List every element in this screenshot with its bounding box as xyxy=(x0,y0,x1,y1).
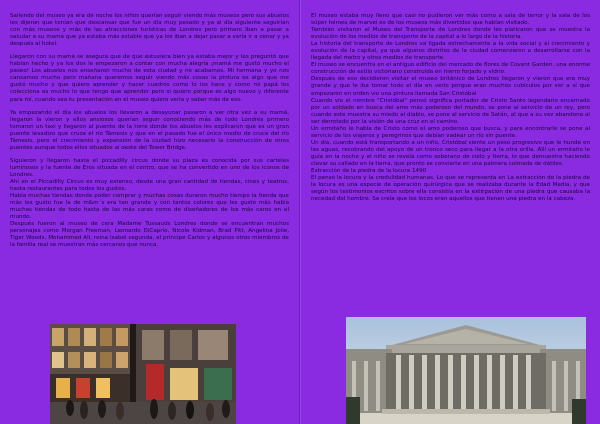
paragraph: El museo estaba muy lleno que casi no pudieron ver más como a sala de terror y la sala de los súper héroes de marvel es de los museos más divertidos que habían visitado. xyxy=(311,13,590,27)
paragraph: Llegaron con su mamá se asegura que de que estuviera bien ya estaba mejor y les preguntó que habían hecho y ya los dos le empezaron a contar con mucha alegría ¡mamá me gustó mucho el paseo! Los abuelos nos enseñaron mucho de esta ciudad y no acabamos. Mi hermana y yo nos cansamos mucho pero mañana queremos seguir viendo más cosas la pintura es algo que me gustó mucho y que quiero aprender y hacer cuadros como lo los hace y como mi papá los colecciona es mucho lo que tengo que aprender pero si quiero porque es algo nuevo y diferente para mí, cuando sea tu presentación en el museo quiero verla y saber más de eso. xyxy=(10,54,289,103)
paragraph: El pensó la locura y la credulidad humanas. Lo que se representa en La extracción de la piedra de la locura es una especie de operación quirúrgica que se realizaba durante la Edad Media, y que según los testimonios escritos sobre ella consistía en la extirpación de una piedra que causaba la necedad del hombre. Se creía que los locos eran aquellos que tienen una piedra en la cabeza. xyxy=(311,175,590,203)
paragraph: Saliendo del museo ya era de noche los niños querían seguir viendo más museos pero sus abuelos les dijeron que tenían que descansar que fue un día muy pesado y ya al día siguiente seguirían con más museos y más de las atracciones turísticas de Londres pero primero Iban a pasar a saludar a su mamá que ya estaba más estable que ya los iban a dejar pasar a verla ir a cenar y ya después al hotel. xyxy=(10,13,289,48)
right-page xyxy=(300,0,600,424)
piccadilly-street-photo xyxy=(50,324,236,424)
paragraph: Después de eso decidieron visitar el museo británico de Londres llegaron y vieron que era muy grande y que le iba tomar todo el día en verlo porque eran muchos cubículos por ver a sí que empezaron en orden vio una pintura llamada San Cristóbal xyxy=(311,76,590,97)
paragraph: También visitaron el Museo del Transporte de Londres donde les platicaron que se muestra la evolución de los medios de transporte de la capital a lo largo de la historia. xyxy=(311,27,590,41)
paragraph: Un ermitaño le habla de Cristo como el amo poderoso que busca, y para encontrarle se pone al servicio de los viajeros y peregrinos que debían vadear un río sin puente. xyxy=(311,125,590,139)
paragraph: Después fueron al museo de cera Madame Tussauds Londres donde se encuentran muchos personajes como Morgan Freeman, Leonardo DiCaprio, Nicole Kidman, Brad Pitt, Angelina Jolie, Tiger Woods, Mohammed Ali, reina Isabel segunda, el príncipe Carlos y algunos otros miembros de la familia real se muestran más cercanos que nunca. xyxy=(10,221,289,249)
museum-facade-image xyxy=(346,317,586,424)
section-heading: Extracción de la piedra de la locura 1490 xyxy=(311,168,427,175)
paragraph: Un día, cuando está transportando a un niño, Cristóbal siente un peso progresivo que le hunde en las aguas, recobrando del apoyo de un tronco seco para llegar a la otra orilla. Allí un ermitaño le guía en la noche y el niño se revela como soberano de cielo y tierra, lo que demuestra haciendo clavar su callado en la tierra, que pronto se convierte en una palmera colmada de dátiles. xyxy=(311,139,590,167)
paragraph: Había muchas tiendas donde poder comprar y muchas cosas duraron mucho tiempo la tienda que más les gusto fue la de m&m´s era tan grande y con tantos colores que les gustó más había muchas tiendas de todo hasta de las más caras como de diseñadores de los más caros en el mundo. xyxy=(10,193,289,221)
paragraph: Siguieron y llegaron hasta el piccadilly circus donde su plaza es conocida por sus carteles luminosos y la fuente de Eros situada en el centro, que se ha convertido en uno de los iconos de Londres. xyxy=(10,157,289,178)
british-museum-photo xyxy=(346,317,586,424)
paragraph: El museo se encuentra en el antiguo edificio del mercado de flores de Covent Garden, una enorme construcción de estilo victoriano construida en hierro forjado y vidrio. xyxy=(311,62,590,76)
paragraph: Ya empezando el día los abuelos los llevaron a desayunar pasaron a ver otra vez a su mamá, llegaron la vieron y ellos ansiosos querían seguir conociendo más de todo Londres primero tomaron un taxi y llegaron al puente de la torre donde los abuelos les explicaron que es un gran puente levadizo que cruza el río Támesis y que en el pasado fue el único medio de cruce del río Támesis, pero el crecimiento y expansión de la ciudad hizo necesario la construcción de otros puentes aunque todos ellos situados al oeste del Tower Bridge. xyxy=(10,109,289,151)
paragraph: Ahí en el Piccadilly Circus es muy extenso, desde una gran cantidad de tiendas, cines y teatros, hasta restaurantes para todos los gustos. xyxy=(10,178,289,193)
left-text-column xyxy=(10,13,289,249)
paragraph: Cuando vio el nombre "Cristóbal" pensó significa portador de Cristo Santo legendario encarnado por un soldado en busca del amo más poderoso del mundo, se pone al servicio de un rey, pero cuando este muestra su miedo al diablo, se pone al servicio de Satán, al que a su vez abandona al ser derrotado por la visión de una cruz en el camino. xyxy=(311,97,590,125)
paragraph: La historia del transporte de Londres va ligada estrechamente a la vida social y al crecimiento y evolución de la capital, ya que algunos distritos de la ciudad comenzaron a desarrollarse con la llegada del metro y otros medios de transporte. xyxy=(311,41,590,62)
street-scene-image xyxy=(50,324,236,424)
right-text-column xyxy=(311,13,590,203)
